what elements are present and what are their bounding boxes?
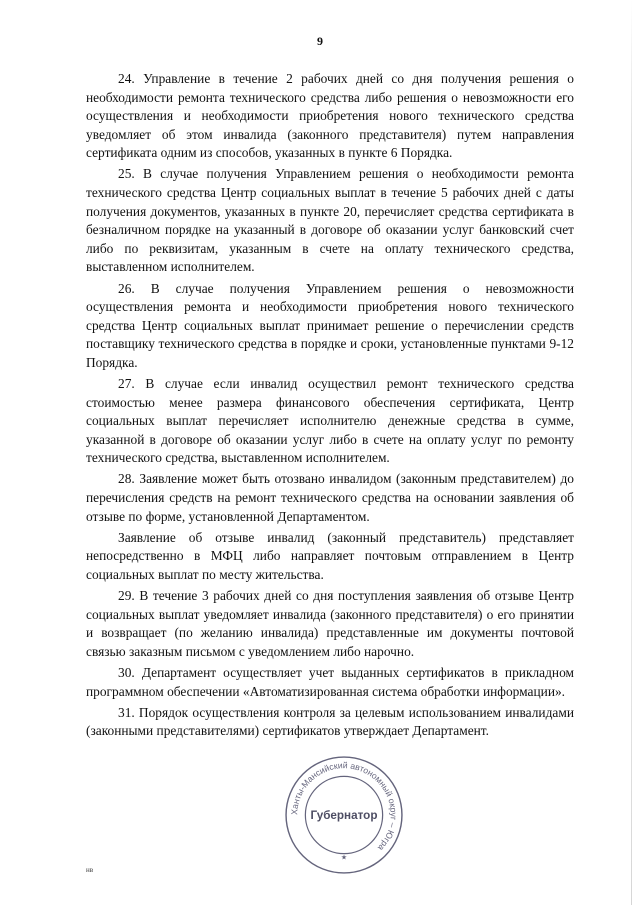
paragraph-26: 26. В случае получения Управлением решения о невозможности осуществления ремонта и необходимости приобретения нового технического средства Центр социальных выплат принимает решение о перечислении средств поставщику технического средства в порядке и сроки, установленные пунктами 9-12 Порядка. — [86, 280, 574, 370]
document-body — [86, 70, 574, 743]
paragraph-25: 25. В случае получения Управлением решения о необходимости ремонта технического средства Центр социальных выплат в течение 5 рабочих дней с даты получения документов, указанных в пункте 20, перечисляет средства сертификата в безналичном порядке на указанный в договоре об оказании услуг банковский счет либо по реквизитам, указанным в счете на оплату технического средства, выставленном исполнителем. — [86, 166, 574, 275]
footer-mark: нв — [86, 866, 94, 874]
paragraph-28: 28. Заявление может быть отозвано инвалидом (законным представителем) до перечисления средств на ремонт технического средства на основании заявления об отзыве по форме, установленной Департаментом. — [86, 471, 574, 524]
seal-graphic — [283, 754, 405, 876]
paragraph-27: 27. В случае если инвалид осуществил ремонт технического средства стоимостью менее размера финансового обеспечения сертификата, Центр социальных выплат перечисляет исполнителю денежные средства в сумме, указанной в договоре об оказании услуг либо в счете на оплату услуг по ремонту технического средства, выставленном исполнителем. — [86, 376, 574, 466]
paragraph-30: 30. Департамент осуществляет учет выданных сертификатов в прикладном программном обеспечении «Автоматизированная система обработки информации». — [86, 664, 574, 699]
scan-edge-divider — [631, 0, 632, 905]
paragraph-31: 31. Порядок осуществления контроля за целевым использованием инвалидами (законными представителями) сертификатов утверждает Департамент. — [86, 704, 574, 739]
official-seal — [283, 754, 405, 876]
paragraph-29: 29. В течение 3 рабочих дней со дня поступления заявления об отзыве Центр социальных выплат уведомляет инвалида (законного представителя) о его принятии и возвращает (по желанию инвалида) представленные им документы почтовой связью заказным письмом с уведомлением либо нарочно. — [86, 588, 574, 659]
seal-star-icon: ★ — [340, 853, 348, 862]
paragraph-24: 24. Управление в течение 2 рабочих дней со дня получения решения о необходимости ремонта технического средства либо решения о невозможности его осуществления и необходимости приобретения нового технического средства уведомляет об этом инвалида (законного представителя) путем направления сертификата одним из способов, указанных в пункте 6 Порядка. — [86, 71, 574, 161]
seal-center-text: Губернатор — [310, 809, 378, 823]
page-number: 9 — [317, 34, 323, 48]
seal-ring-text: Ханты-Мансийский автономный округ – Югра — [289, 760, 399, 853]
paragraph-28-continuation: Заявление об отзыве инвалид (законный представитель) представляет непосредственно в МФЦ либо направляет почтовым отправлением в Центр социальных выплат по месту жительства. — [86, 529, 574, 582]
